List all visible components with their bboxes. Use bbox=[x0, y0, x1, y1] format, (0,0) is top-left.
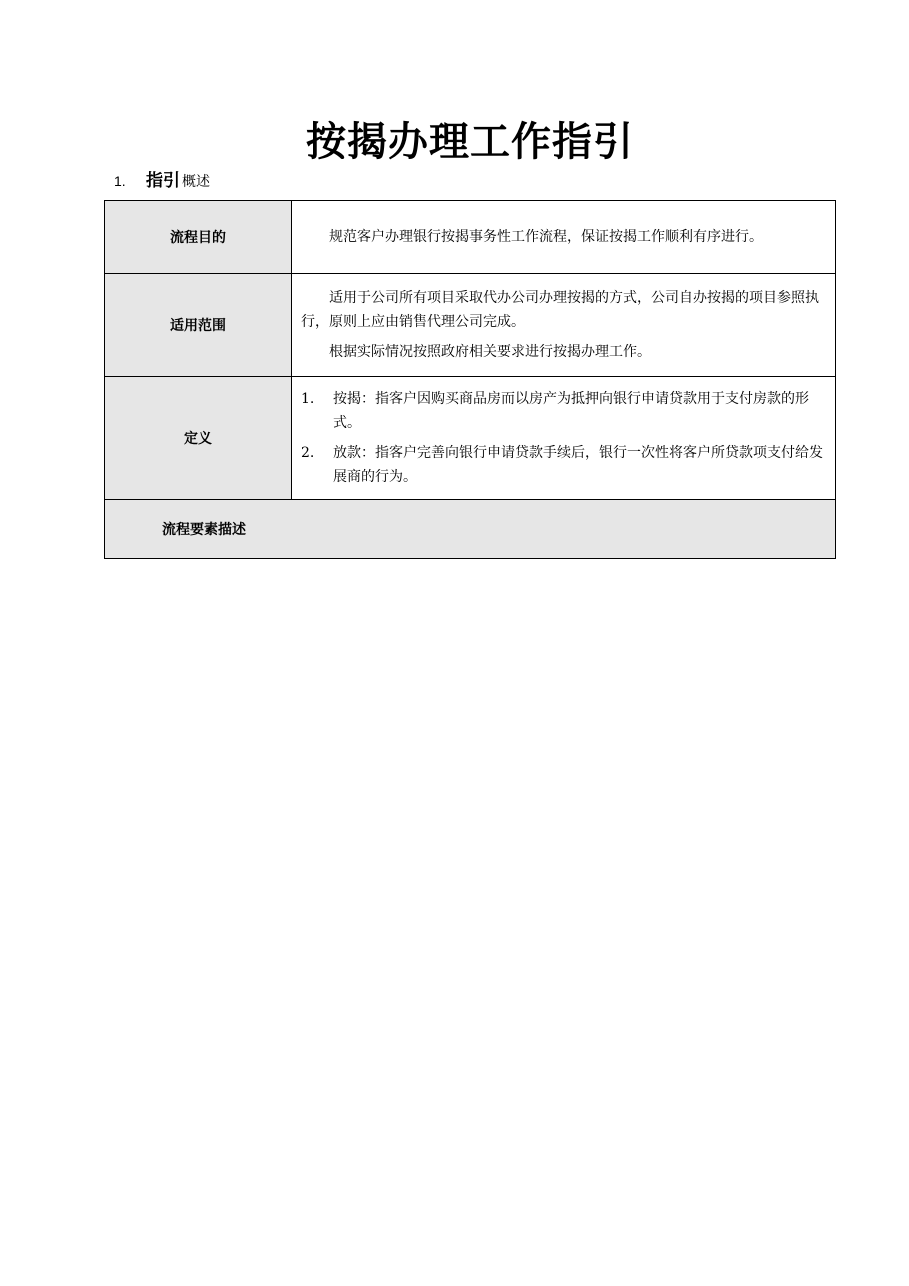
list-item bbox=[301, 387, 827, 435]
row-content-definition bbox=[292, 377, 836, 500]
section-heading-bold: 指引 bbox=[146, 171, 180, 191]
list-item-text: 放款：指客户完善向银行申请贷款手续后，银行一次性将客户所贷款项支付给发展商的行为。 bbox=[333, 445, 823, 485]
definition-list bbox=[301, 387, 827, 489]
row-label-purpose: 流程目的 bbox=[105, 201, 292, 274]
list-item bbox=[301, 441, 827, 489]
section-heading-plain: 概述 bbox=[182, 174, 210, 190]
table-row-definition bbox=[105, 377, 836, 500]
table-row-purpose bbox=[105, 201, 836, 274]
row-content-scope bbox=[292, 274, 836, 377]
scope-paragraph-2: 根据实际情况按照政府相关要求进行按揭办理工作。 bbox=[329, 344, 651, 360]
list-item-number: 1. bbox=[301, 391, 315, 407]
section-heading bbox=[114, 166, 210, 190]
process-elements-heading: 流程要素描述 bbox=[105, 500, 836, 559]
purpose-paragraph: 规范客户办理银行按揭事务性工作流程，保证按揭工作顺利有序进行。 bbox=[329, 229, 763, 245]
scope-paragraph-1: 适用于公司所有项目采取代办公司办理按揭的方式，公司自办按揭的项目参照执行，原则上应由销售代理公司完成。 bbox=[301, 290, 819, 330]
list-item-text: 按揭：指客户因购买商品房而以房产为抵押向银行申请贷款用于支付房款的形式。 bbox=[333, 391, 809, 431]
overview-table bbox=[104, 200, 836, 559]
row-label-definition: 定义 bbox=[105, 377, 292, 500]
table-row-scope bbox=[105, 274, 836, 377]
page-title: 按揭办理工作指引 bbox=[306, 119, 634, 165]
row-content-purpose bbox=[292, 201, 836, 274]
section-number: 1. bbox=[114, 173, 126, 189]
list-item-number: 2. bbox=[301, 445, 315, 461]
row-label-scope: 适用范围 bbox=[105, 274, 292, 377]
table-row-process-elements bbox=[105, 500, 836, 559]
